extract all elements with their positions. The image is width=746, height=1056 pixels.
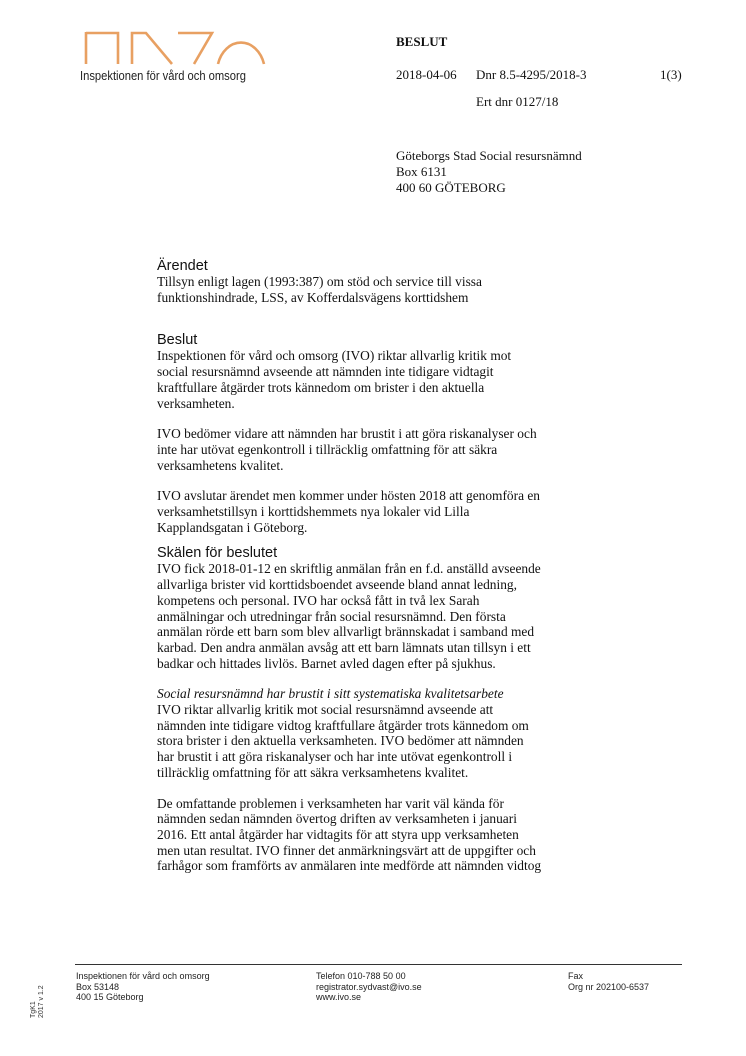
text-line: De omfattande problemen i verksamheten har varit väl kända för bbox=[157, 795, 504, 811]
recipient-line: 400 60 GÖTEBORG bbox=[396, 180, 506, 195]
ivo-logo-icon bbox=[82, 30, 268, 66]
text-line: nämnden sedan nämnden övertog driften av verksamheten i januari bbox=[157, 811, 517, 827]
text-line: tillräcklig omfattning för att säkra verksamhetens kvalitet. bbox=[157, 764, 469, 780]
doc-type: BESLUT bbox=[396, 34, 448, 49]
footer-line: Box 53148 bbox=[76, 981, 120, 992]
skalen-paragraph bbox=[157, 702, 607, 781]
text-line: nämnden inte tidigare vidtog kraftfullare åtgärder trots kännedom om bbox=[157, 717, 529, 733]
form-code bbox=[30, 985, 46, 1018]
beslut-paragraph bbox=[157, 488, 607, 535]
text-line: Kapplandsgatan i Göteborg. bbox=[157, 519, 308, 535]
text-line: farhågor som framförts av anmälaren inte medförde att nämnden vidtog bbox=[157, 858, 542, 874]
section-title-beslut: Beslut bbox=[157, 332, 198, 349]
text-line: karbad. Den andra anmälan avsåg att ett barn lämnats utan tillsyn i ett bbox=[157, 639, 531, 655]
text-line: IVO fick 2018-01-12 en skriftlig anmälan från en f.d. anställd avseende bbox=[157, 561, 541, 577]
footer-contact bbox=[316, 971, 422, 1003]
footer-address bbox=[76, 971, 210, 1003]
text-line: IVO bedömer vidare att nämnden har brustit i att göra riskanalyser och bbox=[157, 426, 537, 442]
skalen-paragraph bbox=[157, 561, 607, 671]
recipient-line: Box 6131 bbox=[396, 164, 447, 179]
recipient-line: Göteborgs Stad Social resursnämnd bbox=[396, 148, 582, 163]
logo-org-name: Inspektionen för vård och omsorg bbox=[80, 68, 246, 83]
text-line: funktionshindrade, LSS, av Kofferdalsvägens korttidshem bbox=[157, 289, 469, 305]
beslut-paragraph bbox=[157, 426, 607, 473]
recipient-address bbox=[396, 148, 582, 196]
text-line: har brustit i att göra riskanalyser och har inte utövat egenkontroll i bbox=[157, 749, 513, 765]
text-line: verksamheten. bbox=[157, 395, 235, 411]
skalen-paragraph bbox=[157, 796, 607, 875]
text-line: badkar och hittades livlös. Barnet avled dagen efter på sjukhus. bbox=[157, 655, 496, 671]
text-line: inte har utövat egenkontroll i tillräcklig omfattning för att säkra bbox=[157, 441, 498, 457]
text-line: kompetens och personal. IVO har också fått in två lex Sarah bbox=[157, 592, 480, 608]
footer-website-link[interactable]: www.ivo.se bbox=[316, 992, 362, 1003]
arendet-text bbox=[157, 274, 607, 305]
text-line: anmälningar och utredningar från social resursnämnd. Den första bbox=[157, 608, 506, 624]
ert-dnr: Ert dnr 0127/18 bbox=[476, 94, 559, 109]
skalen-subheading: Social resursnämnd har brustit i sitt systematiska kvalitetsarbete bbox=[157, 686, 504, 702]
text-line: IVO riktar allvarlig kritik mot social resursnämnd avseende att bbox=[157, 702, 494, 718]
document-body bbox=[157, 258, 607, 874]
text-line: social resursnämnd avseende att nämnden inte tidigare vidtagit bbox=[157, 364, 494, 380]
text-line: Tillsyn enligt lagen (1993:387) om stöd och service till vissa bbox=[157, 274, 482, 289]
page-number: 1(3) bbox=[660, 67, 682, 82]
text-line: allvarliga brister vid korttidsboendet avseende bland annat ledning, bbox=[157, 577, 517, 593]
footer-line: Inspektionen för vård och omsorg bbox=[76, 971, 210, 981]
text-line: 2016. Ett antal åtgärder har vidtagits för att styra upp verksamheten bbox=[157, 826, 519, 842]
form-version: 2017 v 1.2 bbox=[38, 985, 45, 1018]
footer-email-link[interactable]: registrator.sydvast@ivo.se bbox=[316, 981, 422, 992]
text-line: IVO avslutar ärendet men kommer under hösten 2018 att genomföra en bbox=[157, 488, 540, 504]
form-code-id: TgK1 bbox=[30, 1001, 37, 1018]
footer-line: 400 15 Göteborg bbox=[76, 992, 144, 1003]
text-line: Inspektionen för vård och omsorg (IVO) riktar allvarlig kritik mot bbox=[157, 348, 512, 364]
section-title-skalen: Skälen för beslutet bbox=[157, 545, 278, 562]
footer-org bbox=[568, 971, 649, 992]
doc-date: 2018-04-06 bbox=[396, 67, 457, 82]
section-title-arendet: Ärendet bbox=[157, 258, 208, 274]
beslut-paragraph bbox=[157, 348, 607, 411]
text-line: anmälan rörde ett barn som blev allvarligt brännskadat i samband med bbox=[157, 624, 535, 640]
footer-divider bbox=[75, 964, 682, 965]
logo bbox=[80, 30, 280, 86]
text-line: kraftfullare åtgärder trots kännedom om brister i den aktuella bbox=[157, 379, 485, 395]
footer-line: Org nr 202100-6537 bbox=[568, 981, 650, 992]
footer-line: Fax bbox=[568, 971, 584, 981]
text-line: verksamhetens kvalitet. bbox=[157, 457, 284, 473]
text-line: men utan resultat. IVO finner det anmärkningsvärt att de uppgifter och bbox=[157, 842, 536, 858]
text-line: stora brister i den aktuella verksamheten. IVO bedömer att nämnden bbox=[157, 733, 524, 749]
text-line: verksamhetstillsyn i korttidshemmets nya lokaler vid Lilla bbox=[157, 504, 470, 520]
footer-phone: Telefon 010-788 50 00 bbox=[316, 971, 406, 981]
doc-dnr: Dnr 8.5-4295/2018-3 bbox=[476, 67, 587, 82]
